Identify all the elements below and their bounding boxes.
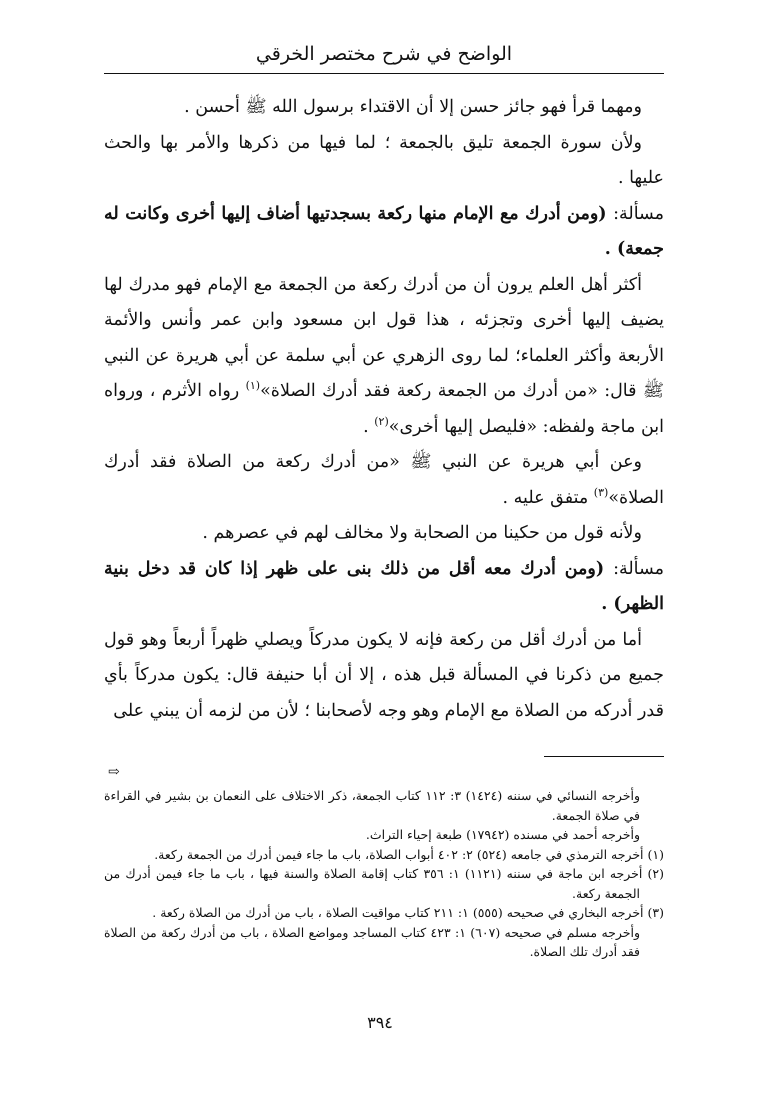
issue-2-text: (ومن أدرك معه أقل من ذلك بنى على ظهر إذا كان قد دخل بنية الظهر) . <box>104 558 664 614</box>
footnote-1: (١) أخرجه الترمذي في جامعه (٥٢٤) ٢: ٤٠٢ أبواب الصلاة، باب ما جاء فيمن أدرك من الجمعة ركعة. <box>154 846 664 862</box>
footnote-ref-3: (٣) <box>593 485 609 499</box>
paragraph-3-part-c: . <box>363 416 375 437</box>
footnote-continuation-1: وأخرجه النسائي في سننه (١٤٢٤) ٣: ١١٢ كتاب الجمعة، ذكر الاختلاف على النعمان بن بشير في القراءة في صلاة الجمعة. <box>104 788 641 823</box>
paragraph-4-part-a: وعن أبي هريرة عن النبي ﷺ «من أدرك ركعة من الصلاة فقد أدرك الصلاة» <box>104 452 664 508</box>
page-number: ٣٩٤ <box>367 1013 393 1032</box>
issue-1-lead: مسألة: <box>613 203 665 224</box>
footnote-3: (٣) أخرجه البخاري في صحيحه (٥٥٥) ١: ٢١١ كتاب مواقيت الصلاة ، باب من أدرك من الصلاة ركعة . <box>152 905 664 920</box>
paragraph-5: ولأنه قول من حكينا من الصحابة ولا مخالف لهم في عصرهم . <box>202 523 642 543</box>
footnote-ref-2: (٢) <box>374 414 389 428</box>
header-rule <box>104 73 664 74</box>
footnote-ref-1: (١) <box>245 379 261 393</box>
footnote-3-continuation: وأخرجه مسلم في صحيحه (٦٠٧) ١: ٤٢٣ كتاب المساجد ومواضع الصلاة ، باب من أدرك ركعة من الصلاة فقد أدرك تلك الصلاة. <box>104 924 641 959</box>
paragraph-3-part-a: أكثر أهل العلم يرون أن من أدرك ركعة من الجمعة مع الإمام فهو مدرك لها يضيف إليها أخرى وتجزئه ، هذا قول ابن مسعود وابن عمر وأنس والأئمة الأربعة وأكثر العلماء؛ لما روى الزهري عن أبي سلمة عن أبي هريرة عن النبي ﷺ قال: «من أدرك من الجمعة ركعة فقد أدرك الصلاة» <box>104 274 664 401</box>
footnote-continuation-2: وأخرجه أحمد في مسنده (١٧٩٤٢) طبعة إحياء التراث. <box>365 827 640 842</box>
main-text <box>104 90 664 729</box>
paragraph-6: أما من أدرك أقل من ركعة فإنه لا يكون مدركاً ويصلي ظهراً أربعاً وهو قول جميع من ذكرنا في المسألة قبل هذه ، إلا أن أبا حنيفة قال: يكون مدركاً بأي قدر أدركه من الصلاة مع الإمام وهو وجه لأصحابنا ؛ لأن من لزمه أن يبني على <box>104 629 664 721</box>
paragraph-3 <box>104 268 664 446</box>
continuation-arrow-icon: ⇨ <box>108 764 120 780</box>
issue-2 <box>104 552 664 623</box>
issue-1-text: (ومن أدرك مع الإمام منها ركعة بسجدتيها أضاف إليها أخرى وكانت له جمعة) . <box>104 203 664 259</box>
footnote-rule <box>544 756 664 757</box>
paragraph-4 <box>104 445 664 516</box>
footnote-2: (٢) أخرجه ابن ماجة في سننه (١١٢١) ١: ٣٥٦ كتاب إقامة الصلاة والسنة فيها ، باب ما جاء فيمن أدرك من الجمعة ركعة. <box>104 866 665 901</box>
paragraph-4-part-b: متفق عليه . <box>502 487 594 508</box>
paragraph-1: ومهما قرأ فهو جائز حسن إلا أن الاقتداء برسول الله ﷺ أحسن . <box>184 97 642 117</box>
issue-1 <box>104 197 664 268</box>
issue-2-lead: مسألة: <box>613 558 664 579</box>
paragraph-3-part-b: رواه الأثرم ، ورواه ابن ماجة ولفظه: «فليصل إليها أخرى» <box>104 381 664 437</box>
running-header: الواضح في شرح مختصر الخرقي <box>255 43 513 65</box>
paragraph-2: ولأن سورة الجمعة تليق بالجمعة ؛ لما فيها من ذكرها والأمر بها والحث عليها . <box>104 132 664 188</box>
footnotes <box>104 786 664 962</box>
